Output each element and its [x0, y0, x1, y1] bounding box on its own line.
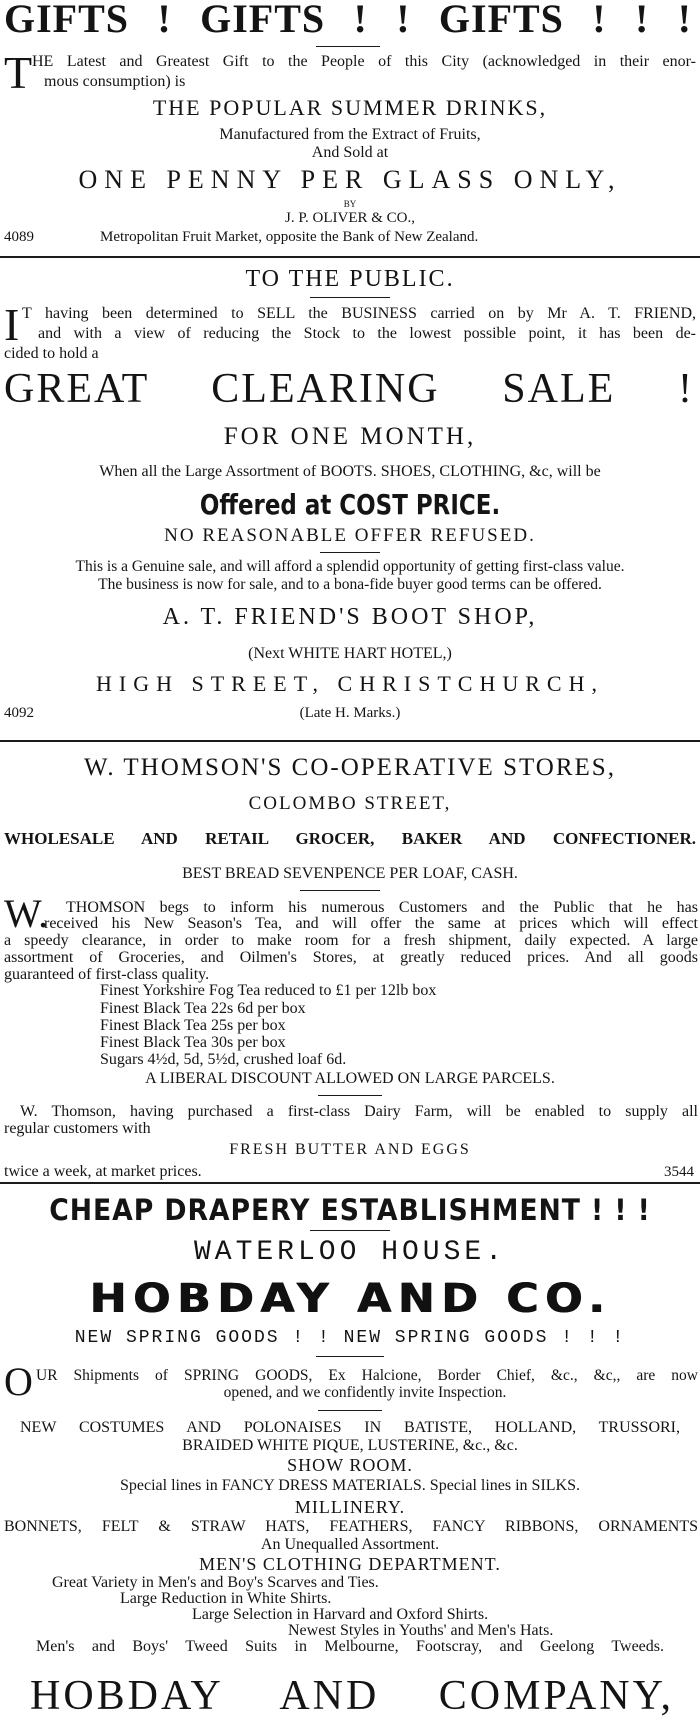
spring-line: NEW SPRING GOODS ! ! NEW SPRING GOODS ! ! !	[74, 1328, 626, 1348]
body-text: received his New Season's Tea, and will offer the same at prices which will effect	[44, 915, 698, 932]
gifts-headline: GIFTS ! GIFTS ! ! GIFTS ! ! !	[4, 0, 692, 41]
mens-heading: MEN'S CLOTHING DEPARTMENT.	[199, 1554, 501, 1574]
body-text: The business is now for sale, and to a bona-fide buyer good terms can be offered.	[98, 576, 602, 593]
body-text: T having been determined to SELL the BUSINESS carried on by Mr A. T. FRIEND,	[22, 305, 696, 322]
divider	[300, 890, 380, 891]
ad-number: 4089	[4, 229, 34, 245]
ad-number: 4092	[4, 705, 34, 721]
price-line: ONE PENNY PER GLASS ONLY,	[78, 165, 622, 194]
ad-thomson-stores	[0, 742, 700, 1182]
body-text: Manufactured from the Extract of Fruits,	[219, 126, 481, 143]
body-text: W. Thomson, having purchased a first-class Dairy Farm, will be enabled to supply all	[20, 1103, 698, 1120]
tweeds-line: Men's and Boys' Tweed Suits in Melbourne, Footscray, and Geelong Tweeds.	[36, 1638, 664, 1655]
body-text: twice a week, at market prices.	[4, 1163, 202, 1180]
mens-item: Large Reduction in White Shirts.	[120, 1590, 332, 1607]
drop-cap: W.	[4, 891, 49, 936]
tea-item: Finest Yorkshire Fog Tea reduced to £1 per 12lb box	[100, 982, 437, 999]
by-label: BY	[343, 199, 357, 209]
shop-name: A. T. FRIEND'S BOOT SHOP,	[162, 604, 538, 630]
tea-item: Finest Black Tea 25s per box	[100, 1017, 286, 1034]
tea-item: Finest Black Tea 22s 6d per box	[100, 1000, 306, 1017]
refused-line: NO REASONABLE OFFER REFUSED.	[164, 525, 536, 546]
divider	[316, 1356, 384, 1357]
body-text: a speedy clearance, in order to make room for a fresh shipment, daily expected. A large	[4, 932, 698, 949]
body-text: assortment of Groceries, and Oilmen's Stores, at greatly reduced prices. And all goods	[4, 949, 698, 966]
ad-gifts	[0, 0, 700, 250]
cost-price-line: Offered at COST PRICE.	[199, 488, 501, 521]
drop-cap: T	[4, 47, 33, 98]
butter-line: FRESH BUTTER AND EGGS	[229, 1141, 471, 1158]
tea-item: Sugars 4½d, 5d, 5½d, crushed loaf 6d.	[100, 1051, 347, 1068]
month-line: FOR ONE MONTH,	[223, 423, 477, 450]
divider	[318, 1410, 382, 1411]
body-text: mous consumption) is	[44, 73, 186, 90]
showroom-heading: SHOW ROOM.	[287, 1455, 413, 1475]
body-text: cided to hold a	[4, 345, 99, 362]
drop-cap: O	[4, 1359, 33, 1404]
body-text: THOMSON begs to inform his numerous Customers and the Public that he has	[66, 899, 698, 916]
vendor-address: Metropolitan Fruit Market, opposite the Bank of New Zealand.	[100, 229, 479, 245]
fancy-line: Special lines in FANCY DRESS MATERIALS. Special lines in SILKS.	[120, 1477, 580, 1494]
drapery-heading: CHEAP DRAPERY ESTABLISHMENT ! ! !	[49, 1193, 651, 1227]
late-line: (Late H. Marks.)	[299, 705, 401, 721]
body-text: regular customers with	[4, 1120, 151, 1137]
body-text: When all the Large Assortment of BOOTS. SHOES, CLOTHING, &c, will be	[99, 463, 601, 480]
ad-clearing-sale	[0, 258, 700, 740]
house-name: WATERLOO HOUSE.	[193, 1237, 507, 1268]
body-text: guaranteed of first-class quality.	[4, 966, 210, 983]
divider	[310, 1230, 390, 1231]
ad-hobday-drapery	[0, 1184, 700, 1733]
divider	[320, 552, 380, 553]
sale-headline: GREAT CLEARING SALE !	[4, 366, 694, 412]
tea-item: Finest Black Tea 30s per box	[100, 1034, 286, 1051]
body-text: And Sold at	[311, 144, 389, 161]
body-text: opened, and we confidently invite Inspection.	[223, 1384, 507, 1401]
body-text: This is a Genuine sale, and will afford a splendid opportunity of getting first-class value.	[75, 558, 625, 575]
product-title: THE POPULAR SUMMER DRINKS,	[152, 95, 548, 120]
street-line: COLOMBO STREET,	[248, 793, 452, 814]
mens-item: Newest Styles in Youths' and Men's Hats.	[288, 1622, 554, 1639]
millinery-heading: MILLINERY.	[294, 1497, 406, 1517]
divider	[310, 297, 390, 298]
costumes-line: NEW COSTUMES AND POLONAISES IN BATISTE, HOLLAND, TRUSSORI,	[20, 1419, 680, 1436]
discount-line: A LIBERAL DISCOUNT ALLOWED ON LARGE PARCELS.	[145, 1070, 555, 1087]
stores-heading: W. THOMSON'S CO-OPERATIVE STORES,	[84, 754, 616, 781]
bread-line: BEST BREAD SEVENPENCE PER LOAF, CASH.	[182, 865, 518, 882]
mens-item: Great Variety in Men's and Boy's Scarves and Ties.	[52, 1574, 379, 1591]
body-text: UR Shipments of SPRING GOODS, Ex Halcione, Border Chief, &c., &c,, are now	[36, 1367, 698, 1384]
footer-company: HOBDAY AND COMPANY,	[30, 1673, 674, 1719]
trade-line: WHOLESALE AND RETAIL GROCER, BAKER AND CONFECTIONER.	[4, 829, 696, 848]
mens-item: Large Selection in Harvard and Oxford Shirts.	[192, 1606, 489, 1623]
firm-name: HOBDAY AND CO.	[89, 1276, 611, 1322]
bonnets-line: BONNETS, FELT & STRAW HATS, FEATHERS, FANCY RIBBONS, ORNAMENTS	[4, 1518, 698, 1535]
body-text: HE Latest and Greatest Gift to the People of this City (acknowledged in their enor-	[32, 53, 696, 70]
vendor-name: J. P. OLIVER & CO.,	[284, 210, 415, 226]
braided-line: BRAIDED WHITE PIQUE, LUSTERINE, &c., &c.	[182, 1437, 518, 1454]
drop-cap: I	[4, 299, 20, 350]
public-heading: TO THE PUBLIC.	[245, 266, 455, 292]
ad-number: 3544	[664, 1164, 694, 1180]
divider	[318, 1095, 382, 1096]
divider	[316, 46, 380, 47]
firm-banner	[0, 1276, 700, 1322]
unequalled-line: An Unequalled Assortment.	[260, 1536, 440, 1553]
shop-location: (Next WHITE HART HOTEL,)	[248, 645, 452, 662]
body-text: and with a view of reducing the Stock to the lowest possible point, it has been de-	[38, 325, 696, 342]
street-line: HIGH STREET, CHRISTCHURCH,	[96, 671, 604, 696]
